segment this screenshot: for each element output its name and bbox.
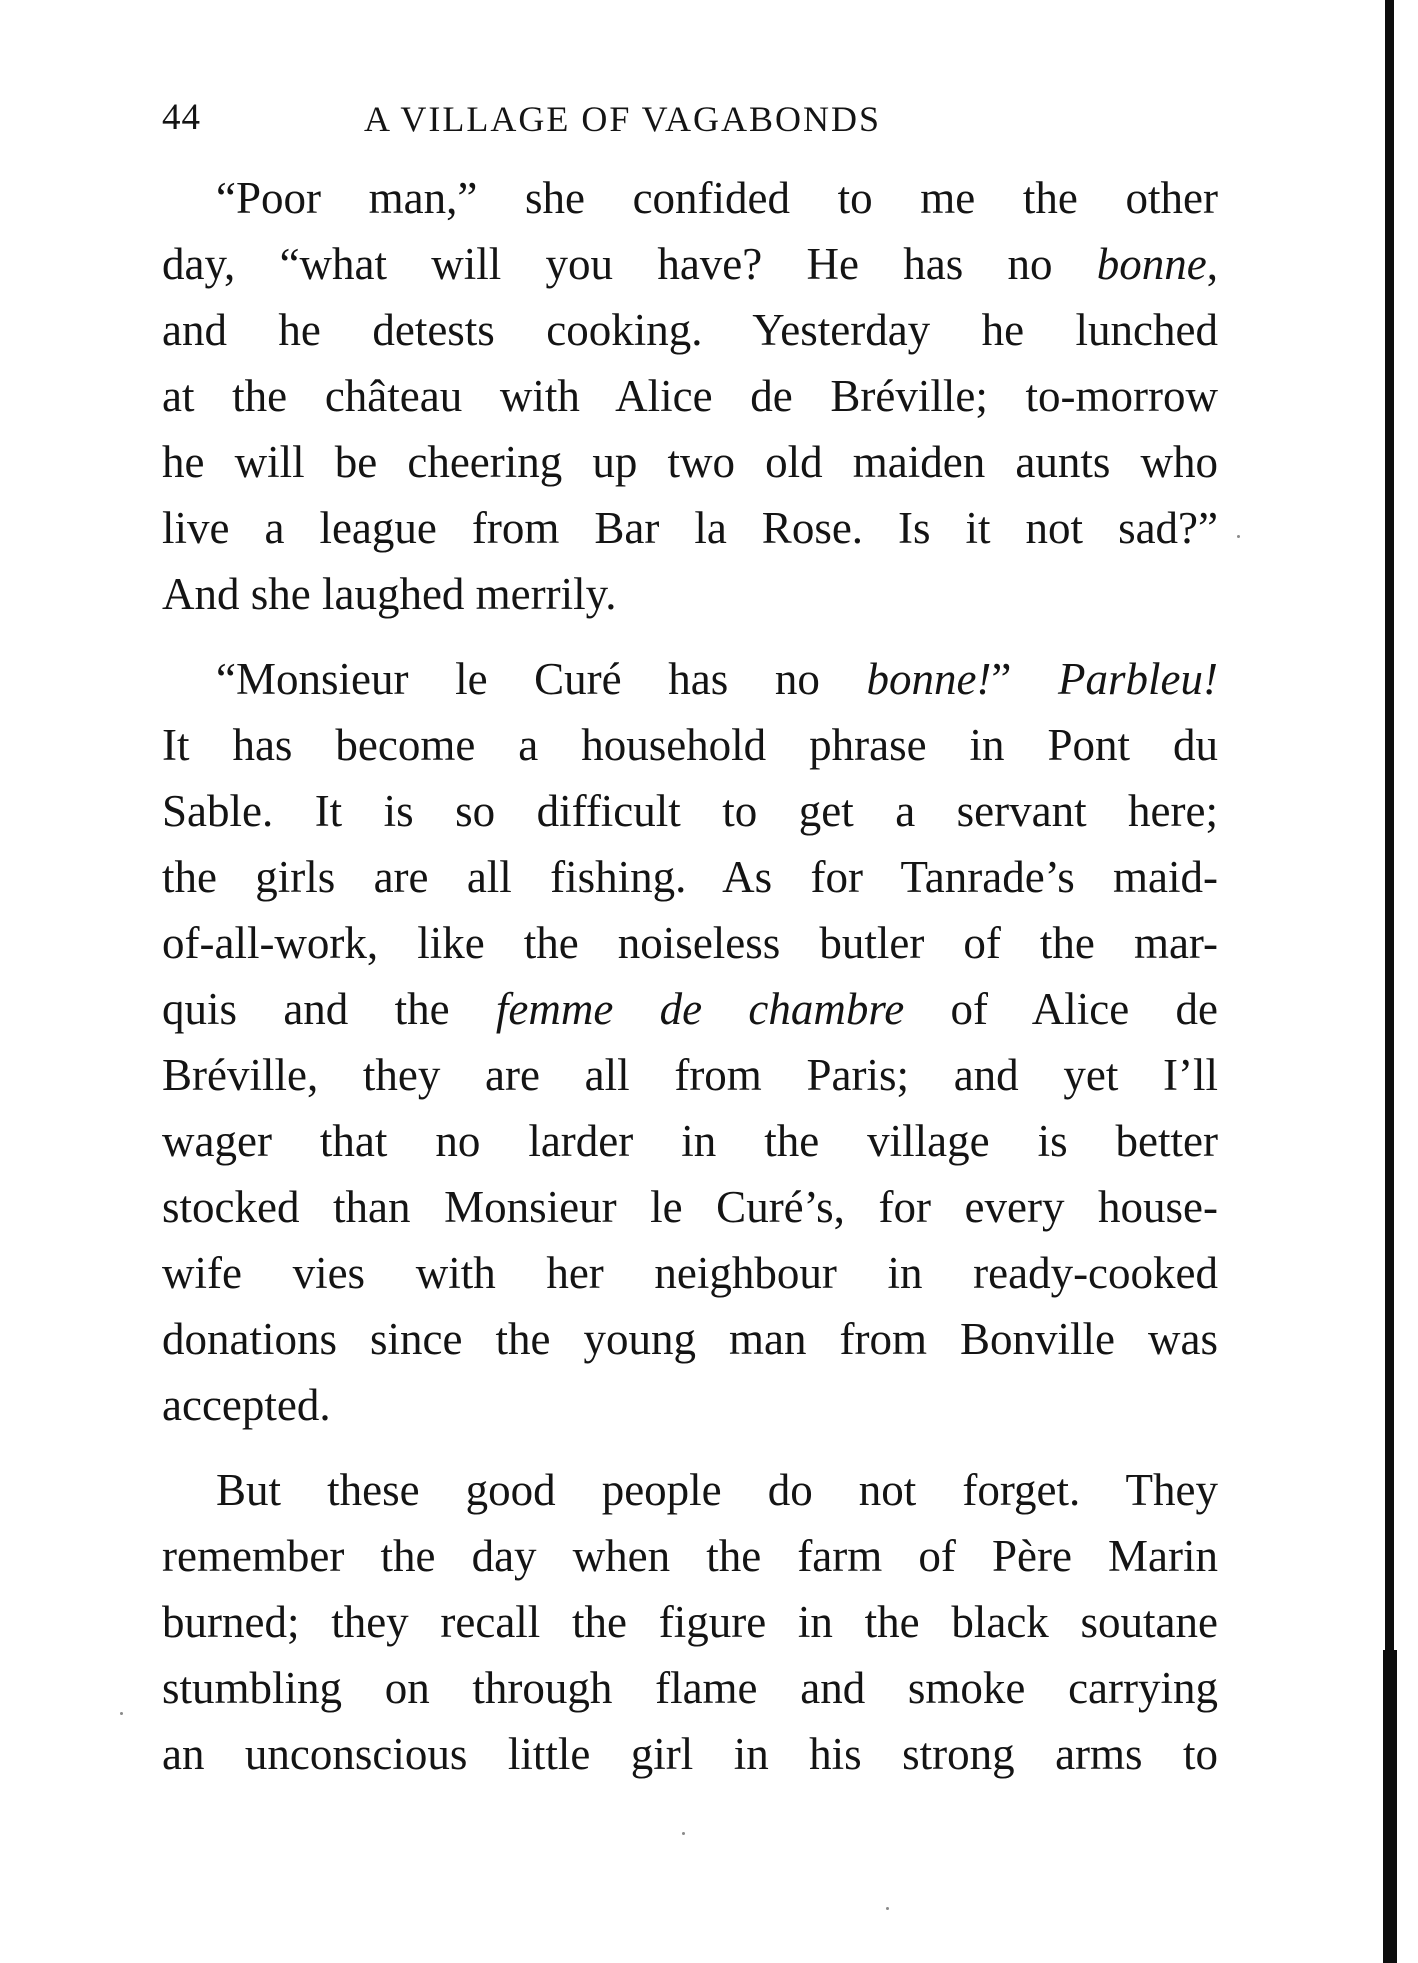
text-line: of-all-work, like the noiseless butler of the mar- — [162, 918, 1218, 968]
page-edge-rule-lower — [1383, 1650, 1397, 1963]
text-line: burned; they recall the figure in the black soutane — [162, 1597, 1218, 1647]
text-line: And she laughed merrily. — [162, 569, 617, 619]
paragraph-2 — [162, 646, 1218, 1438]
text-line: stocked than Monsieur le Curé’s, for every house- — [162, 1182, 1218, 1232]
text-line: stumbling on through flame and smoke carrying — [162, 1663, 1218, 1713]
text-line: “Monsieur le Curé has no bonne!” Parbleu! — [216, 654, 1218, 704]
text-line: at the château with Alice de Bréville; to-morrow — [162, 371, 1218, 421]
text-line: and he detests cooking. Yesterday he lunched — [162, 305, 1218, 355]
text-line: he will be cheering up two old maiden aunts who — [162, 437, 1218, 487]
paragraph-1 — [162, 165, 1218, 627]
page-number: 44 — [162, 97, 201, 138]
text-line: accepted. — [162, 1380, 331, 1430]
text-line: It has become a household phrase in Pont du — [162, 720, 1218, 770]
scan-speck — [120, 1712, 123, 1715]
text-line: day, “what will you have? He has no bonne, — [162, 239, 1218, 289]
text-line: an unconscious little girl in his strong arms to — [162, 1729, 1218, 1779]
body-text — [162, 165, 1218, 1787]
page-header — [162, 96, 1220, 146]
scan-speck — [886, 1907, 889, 1910]
running-title: A VILLAGE OF VAGABONDS — [364, 99, 882, 139]
text-line: “Poor man,” she confided to me the other — [216, 173, 1218, 223]
text-line: wife vies with her neighbour in ready-cooked — [162, 1248, 1218, 1298]
text-line: Bréville, they are all from Paris; and yet I’ll — [162, 1050, 1218, 1100]
text-line: live a league from Bar la Rose. Is it not sad?” — [162, 503, 1218, 553]
text-line: the girls are all fishing. As for Tanrade’s maid- — [162, 852, 1218, 902]
text-line: But these good people do not forget. They — [216, 1465, 1218, 1515]
scan-speck — [682, 1832, 685, 1835]
paragraph-3 — [162, 1457, 1218, 1787]
text-line: quis and the femme de chambre of Alice de — [162, 984, 1219, 1034]
text-line: donations since the young man from Bonville was — [162, 1314, 1218, 1364]
text-line: wager that no larder in the village is better — [162, 1116, 1218, 1166]
scan-speck — [1237, 535, 1240, 538]
text-line: remember the day when the farm of Père Marin — [162, 1531, 1218, 1581]
text-line: Sable. It is so difficult to get a servant here; — [162, 786, 1218, 836]
